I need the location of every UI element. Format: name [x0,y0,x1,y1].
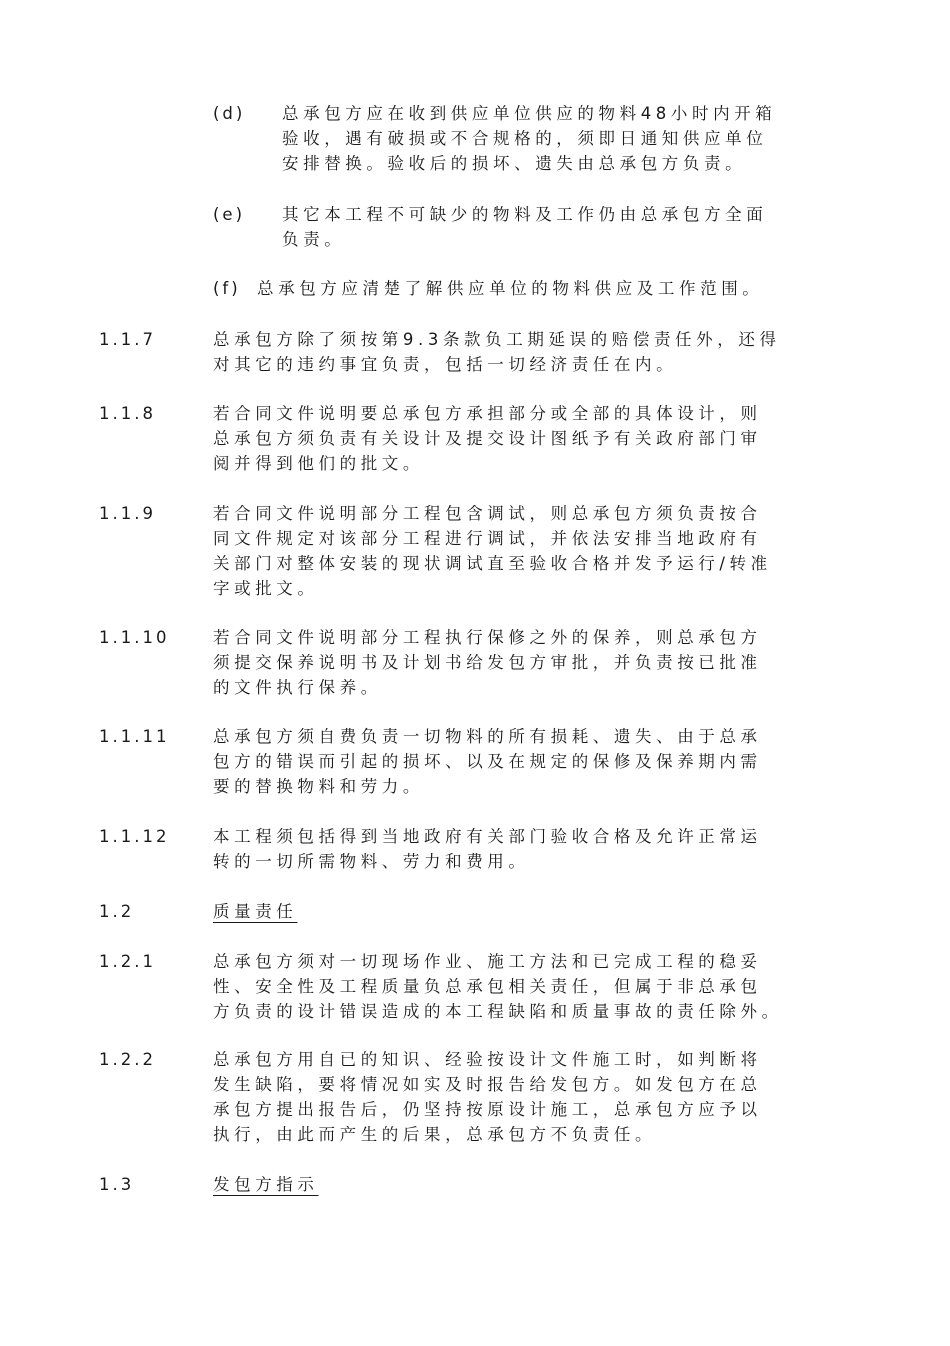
clause-line: 若合同文件说明要总承包方承担部分或全部的具体设计，则 [213,404,762,423]
clause-line: 要的替换物料和劳力。 [213,777,424,796]
clause-line: 关部门对整体安装的现状调试直至验收合格并发予运行/转准 [213,554,772,573]
clause-line: 本工程须包括得到当地政府有关部门验收合格及允许正常运 [213,827,762,846]
clause-line: 总承包方须负责有关设计及提交设计图纸予有关政府部门审 [213,429,762,448]
clause-number: 1.1.8 [99,404,156,423]
clause-label: (e) [213,205,246,224]
clause-number: 1.1.9 [99,504,156,523]
clause-line: 方负责的设计错误造成的本工程缺陷和质量事故的责任除外。 [213,1002,783,1021]
section-number: 1.2 [99,902,135,921]
clause-line: 其它本工程不可缺少的物料及工作仍由总承包方全面 [282,205,768,224]
clause-number: 1.2.2 [99,1050,156,1069]
clause-line: 验收，遇有破损或不合规格的，须即日通知供应单位 [282,129,768,148]
clause-line: 负责。 [282,230,346,249]
clause-number: 1.2.1 [99,952,156,971]
clause-label: (d) [213,104,246,123]
clause-number: 1.1.12 [99,827,170,846]
clause-line: 须提交保养说明书及计划书给发包方审批，并负责按已批准 [213,653,762,672]
clause-line: 总承包方应在收到供应单位供应的物料48小时内开箱 [282,104,777,123]
clause-line: 承包方提出报告后，仍坚持按原设计施工，总承包方应予以 [213,1100,762,1119]
clause-line: 同文件规定对该部分工程进行调试，并依法安排当地政府有 [213,529,762,548]
section-heading: 质量责任 [213,902,298,921]
clause-line: 总承包方须对一切现场作业、施工方法和已完成工程的稳妥 [213,952,762,971]
clause-line: 包方的错误而引起的损坏、以及在规定的保修及保养期内需 [213,752,762,771]
clause-line: 对其它的违约事宜负责，包括一切经济责任在内。 [213,355,678,374]
section-heading: 发包方指示 [213,1175,319,1194]
clause-line: 字或批文。 [213,579,319,598]
clause-line: 发生缺陷，要将情况如实及时报告给发包方。如发包方在总 [213,1075,762,1094]
clause-line: 转的一切所需物料、劳力和费用。 [213,852,530,871]
clause-number: 1.1.11 [99,727,170,746]
clause-label: (f) [213,279,241,298]
clause-line: 总承包方用自已的知识、经验按设计文件施工时，如判断将 [213,1050,762,1069]
section-number: 1.3 [99,1175,135,1194]
clause-line: 阅并得到他们的批文。 [213,454,424,473]
clause-line: 执行，由此而产生的后果，总承包方不负责任。 [213,1125,657,1144]
clause-line: 若合同文件说明部分工程包含调试，则总承包方须负责按合 [213,504,762,523]
clause-line: 的文件执行保养。 [213,678,382,697]
clause-line: 若合同文件说明部分工程执行保修之外的保养，则总承包方 [213,628,762,647]
clause-line: 总承包方应清楚了解供应单位的物料供应及工作范围。 [257,279,764,298]
clause-number: 1.1.10 [99,628,170,647]
clause-line: 总承包方除了须按第9.3条款负工期延误的赔偿责任外，还得 [213,330,781,349]
clause-line: 安排替换。验收后的损坏、遗失由总承包方负责。 [282,154,747,173]
clause-number: 1.1.7 [99,330,156,349]
clause-line: 性、安全性及工程质量负总承包相关责任，但属于非总承包 [213,977,762,996]
clause-line: 总承包方须自费负责一切物料的所有损耗、遗失、由于总承 [213,727,762,746]
